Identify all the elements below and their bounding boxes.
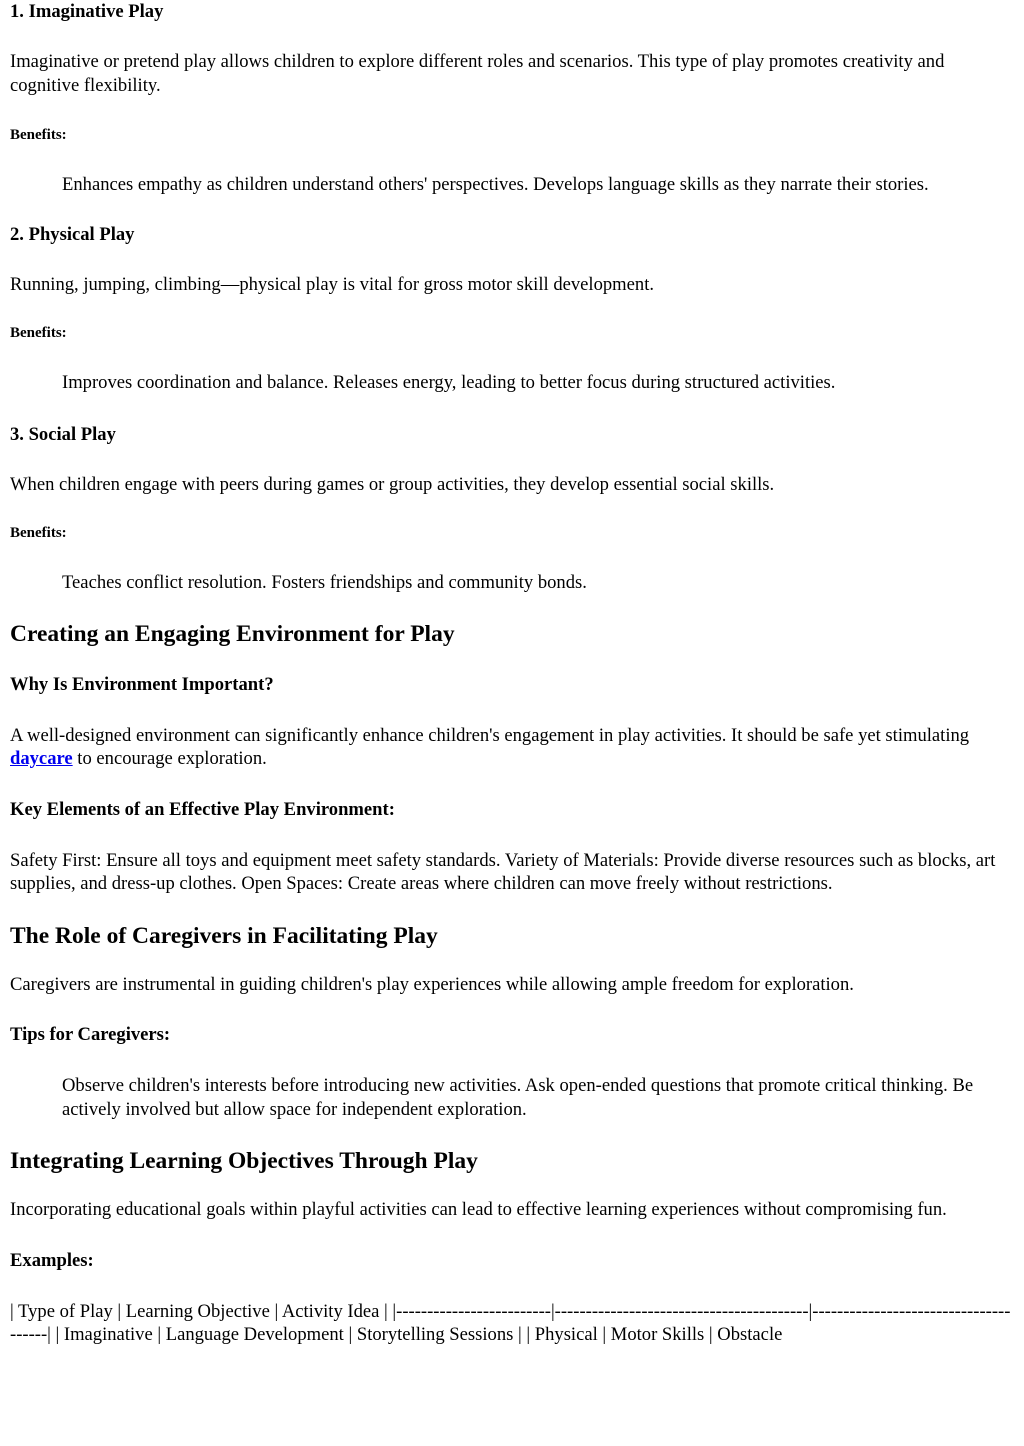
environment-paragraph-end: to encourage exploration. — [72, 748, 267, 769]
caregivers-heading: The Role of Caregivers in Facilitating Play — [10, 922, 438, 949]
examples-table-text: | Type of Play | Learning Objective | Activity Idea | |-------------------------|-----------------------------------------|--------------------------------------| | Imaginative | Language Development | Storytelling Sessions | | Physical | Motor Skills | Obstacle — [10, 1300, 1011, 1345]
physical-benefits-label: Benefits: — [10, 325, 67, 341]
tips-heading: Tips for Caregivers: — [10, 1024, 171, 1045]
imaginative-play-heading: 1. Imaginative Play — [10, 1, 164, 22]
social-play-heading: 3. Social Play — [10, 423, 116, 445]
environment-heading: Creating an Engaging Environment for Play — [10, 620, 455, 647]
physical-play-paragraph: Running, jumping, climbing—physical play is vital for gross motor skill development. — [10, 273, 655, 295]
key-elements-heading: Key Elements of an Effective Play Environment: — [10, 798, 395, 820]
imaginative-benefits-text: Enhances empathy as children understand others' perspectives. Develops language skills as they narrate their stories. — [62, 174, 929, 195]
physical-play-heading: 2. Physical Play — [10, 223, 135, 245]
environment-paragraph-start: A well-designed environment can significantly enhance children's engagement in play activities. It should be safe yet stimulating — [10, 724, 970, 746]
physical-benefits-text: Improves coordination and balance. Releases energy, leading to better focus during structured activities. — [62, 372, 836, 393]
social-benefits-text: Teaches conflict resolution. Fosters friendships and community bonds. — [62, 572, 587, 593]
daycare-link[interactable]: daycare — [10, 748, 73, 769]
key-elements-text: Safety First: Ensure all toys and equipment meet safety standards. Variety of Materials: Provide diverse resources such as blocks, art supplies, and dress-up clothes. Open Spaces: Create areas where children can move freely without restrictions. — [10, 849, 996, 894]
environment-paragraph — [10, 724, 1014, 771]
environment-subheading: Why Is Environment Important? — [10, 673, 274, 695]
learning-paragraph: Incorporating educational goals within playful activities can lead to effective learning experiences without compromising fun. — [10, 1199, 947, 1220]
examples-heading: Examples: — [10, 1249, 94, 1271]
imaginative-benefits-label: Benefits: — [10, 127, 67, 143]
learning-heading: Integrating Learning Objectives Through Play — [10, 1148, 478, 1174]
caregivers-paragraph: Caregivers are instrumental in guiding children's play experiences while allowing ample freedom for exploration. — [10, 973, 854, 995]
social-play-paragraph: When children engage with peers during games or group activities, they develop essential social skills. — [10, 473, 775, 495]
social-benefits-label: Benefits: — [10, 525, 67, 541]
imaginative-play-paragraph: Imaginative or pretend play allows children to explore different roles and scenarios. This type of play promotes creativity and cognitive flexibility. — [10, 51, 945, 96]
tips-text: Observe children's interests before introducing new activities. Ask open-ended questions that promote critical thinking. Be actively involved but allow space for independent exploration. — [62, 1075, 974, 1120]
